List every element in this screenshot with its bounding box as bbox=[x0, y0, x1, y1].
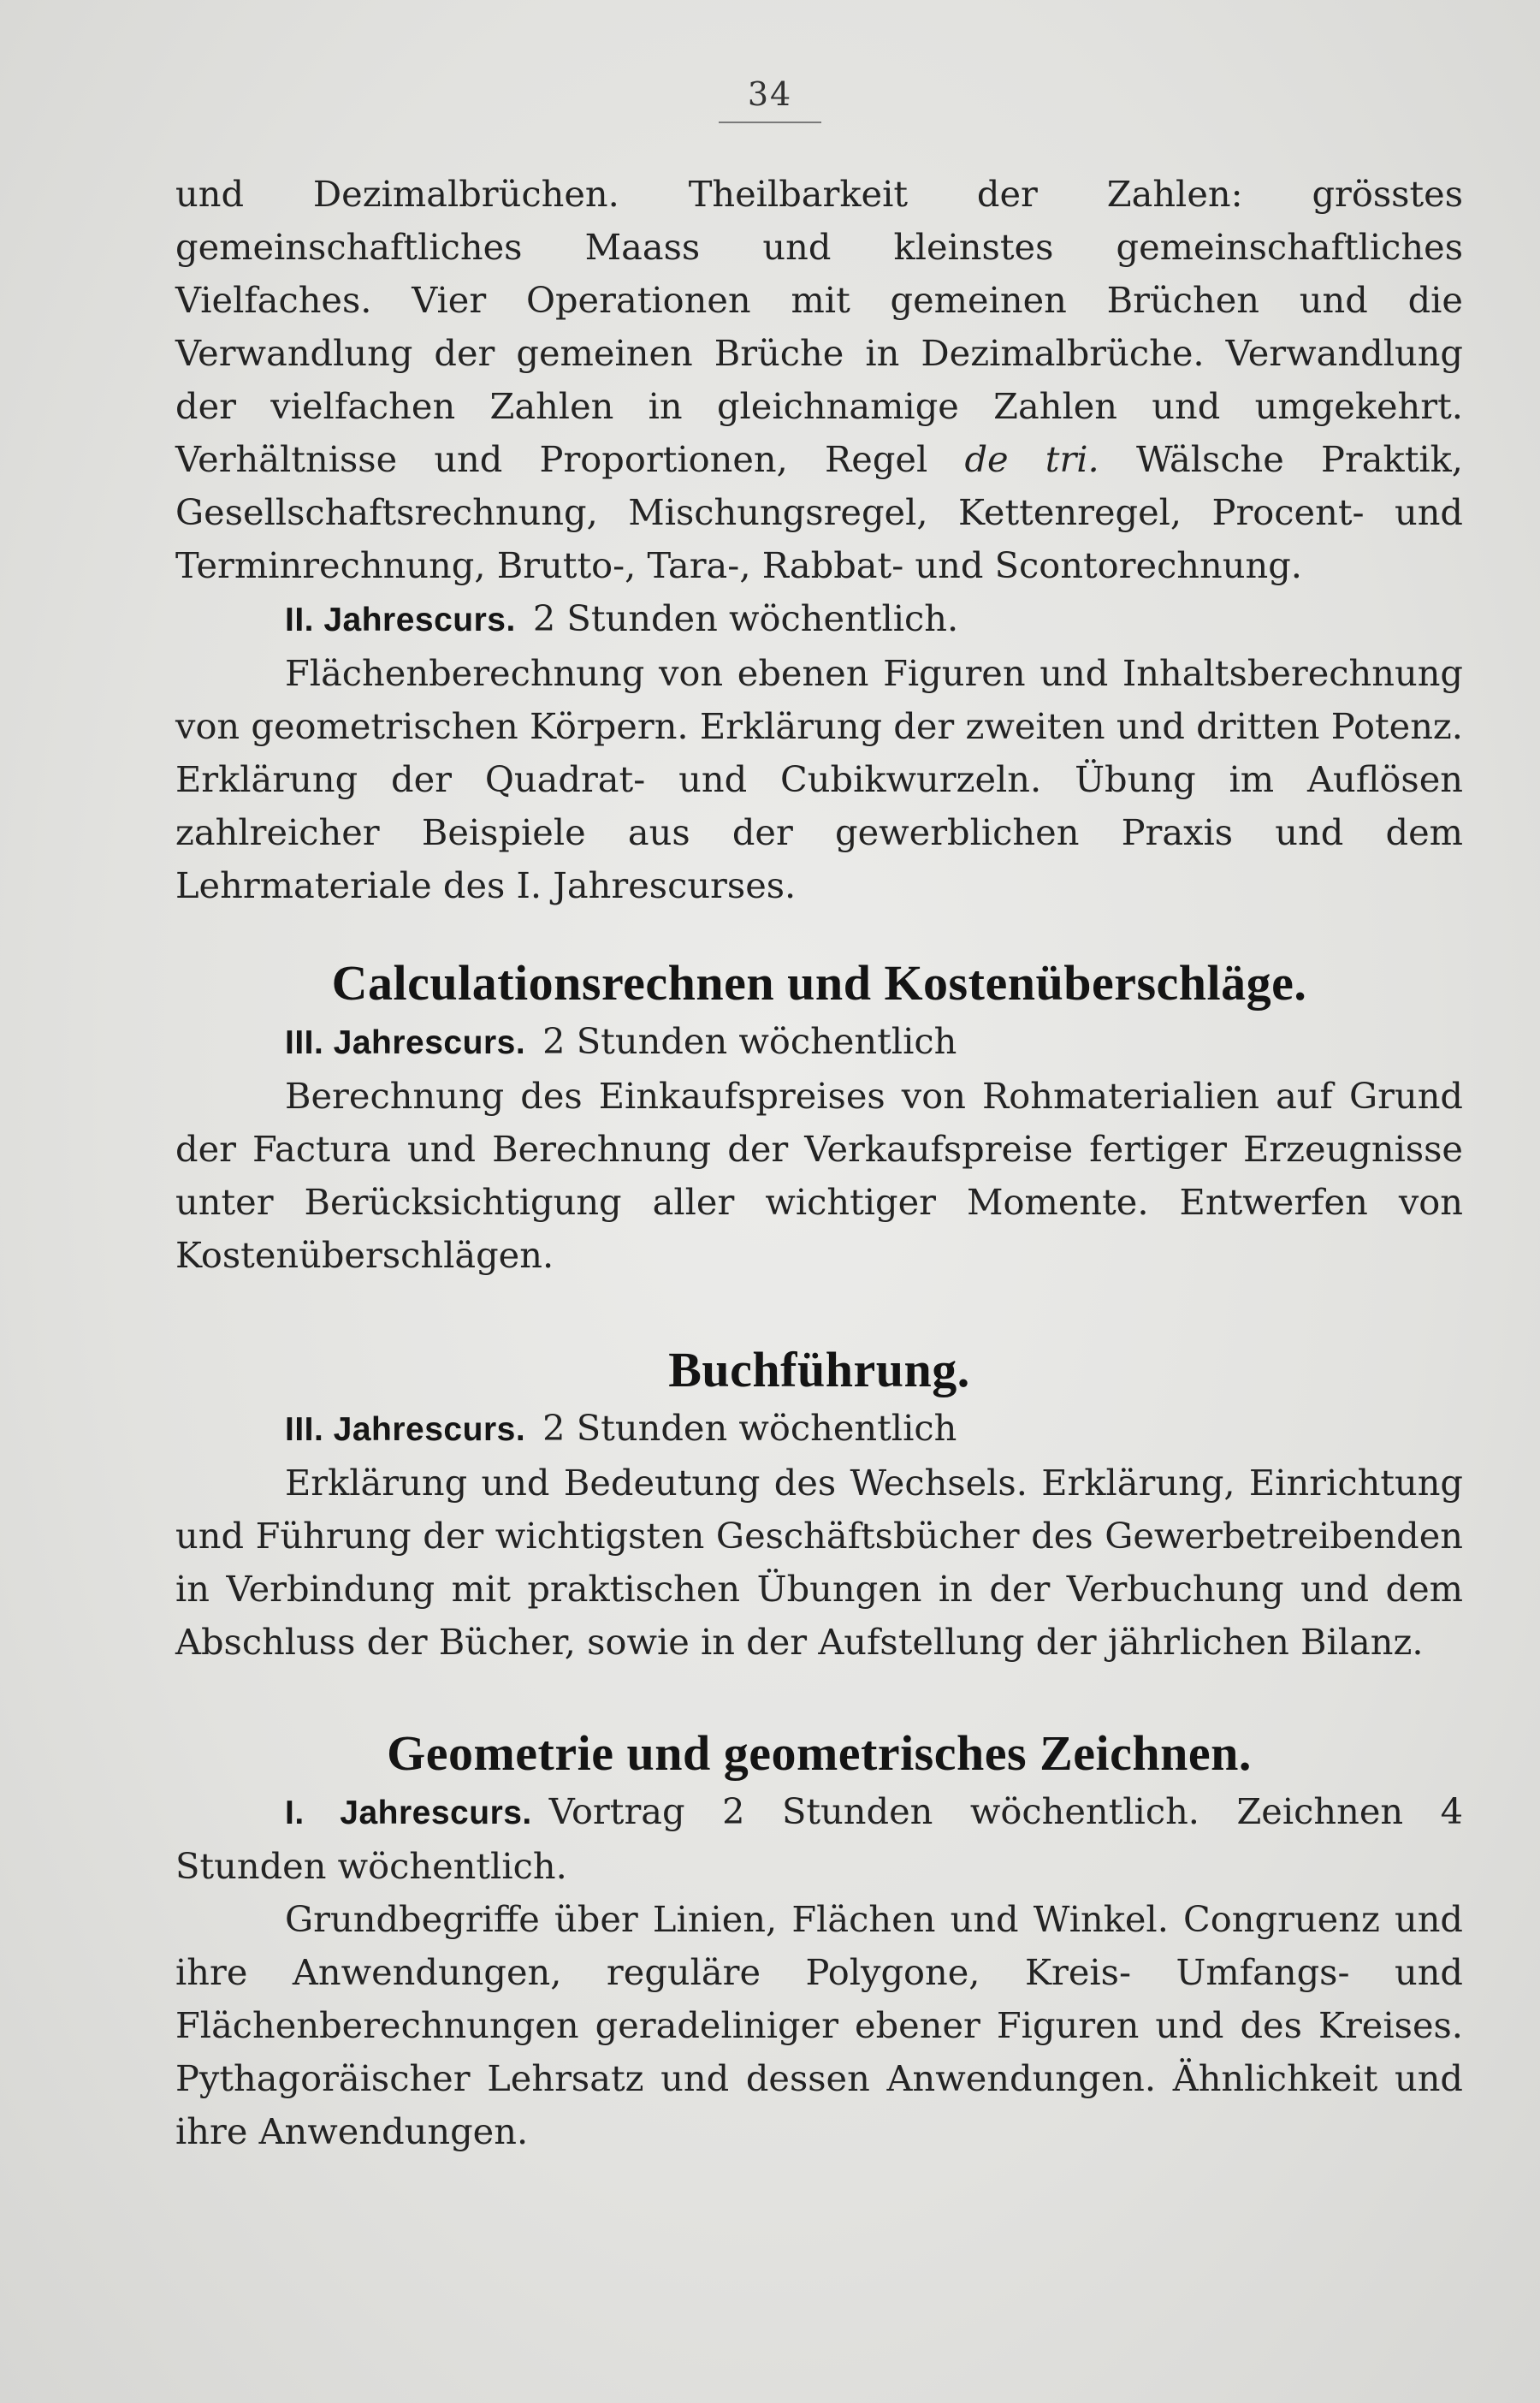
course-hours: 2 Stunden wöchentlich. bbox=[532, 597, 959, 639]
geometry-paragraph: Grundbegriffe über Linien, Flächen und Winkel. Congruenz und ihre Anwendungen, reguläre Polygone, Kreis- Umfangs- und Flächenberechnungen geradeliniger ebener Figuren und des Kreises. Pythagoräischer Lehrsatz und dessen Anwendungen. Ähnlichkeit und ihre Anwendungen. bbox=[175, 1898, 1463, 2152]
course-line-bookkeeping bbox=[175, 1402, 1463, 1457]
intro-paragraph bbox=[175, 168, 1463, 592]
course2-paragraph: Flächenberechnung von ebenen Figuren und Inhaltsberechnung von geometrischen Körpern. Erklärung der zweiten und dritten Potenz. Erklärung der Quadrat- und Cubikwurzeln. Übung im Auflösen zahlreicher Beispiele aus der gewerblichen Praxis und dem Lehrmateriale des I. Jahrescurses. bbox=[175, 652, 1463, 906]
course-label: II. Jahrescurs. bbox=[285, 602, 516, 638]
section-title-geometry: Geometrie und geometrisches Zeichnen. bbox=[387, 1725, 1252, 1781]
course-label: I. Jahrescurs. bbox=[285, 1795, 532, 1831]
intro-rest-text: Wälsche Praktik, Gesellschaftsrechnung, Mischungsregel, Kettenregel, Procent- und Terminrechnung, Brutto-, Tara-, Rabbat- und Scontorechnung. bbox=[175, 438, 1463, 586]
section-title-calculation: Calculationsrechnen und Kostenüberschläge. bbox=[331, 955, 1307, 1011]
calculation-paragraph: Berechnung des Einkaufspreises von Rohmaterialien auf Grund der Factura und Berechnung der Verkaufspreise fertiger Erzeugnisse unter Berücksichtigung aller wichtiger Momente. Entwerfen von Kostenüberschlägen. bbox=[175, 1075, 1463, 1276]
intro-text: und Dezimalbrüchen. Theilbarkeit der Zahlen: grösstes gemeinschaftliches Maass und kleinstes gemeinschaftliches Vielfaches. Vier Operationen mit gemeinen Brüchen und die Verwandlung der gemeinen Brüche in Dezimalbrüche. Verwandlung der vielfachen Zahlen in gleichnamige Zahlen und umgekehrt. Verhältnisse und Proportionen, Regel bbox=[175, 173, 1463, 480]
course-hours: 2 Stunden wöchentlich bbox=[542, 1020, 957, 1062]
course-hours: 2 Stunden wöchentlich bbox=[542, 1407, 957, 1449]
page-number: 34 bbox=[719, 75, 821, 123]
bookkeeping-paragraph: Erklärung und Bedeutung des Wechsels. Erklärung, Einrichtung und Führung der wichtigsten Geschäftsbücher des Gewerbetreibenden in Verbindung mit praktischen Übungen in der Verbuchung und dem Abschluss der Bücher, sowie in der Aufstellung der jährlichen Bilanz. bbox=[175, 1462, 1463, 1663]
section-title-bookkeeping: Buchführung. bbox=[668, 1342, 970, 1397]
course-line-geometry bbox=[175, 1785, 1463, 1893]
course-line-2 bbox=[175, 592, 1463, 647]
page-content bbox=[175, 168, 1463, 2158]
intro-italic-text: de tri. bbox=[964, 438, 1099, 480]
course-label: III. Jahrescurs. bbox=[285, 1024, 526, 1061]
course-label: III. Jahrescurs. bbox=[285, 1411, 526, 1448]
course-line-calculation bbox=[175, 1015, 1463, 1070]
page-header bbox=[0, 75, 1540, 123]
course-hours: Vortrag 2 Stunden wöchentlich. Zeichnen 4 Stunden wöchentlich. bbox=[175, 1790, 1464, 1887]
